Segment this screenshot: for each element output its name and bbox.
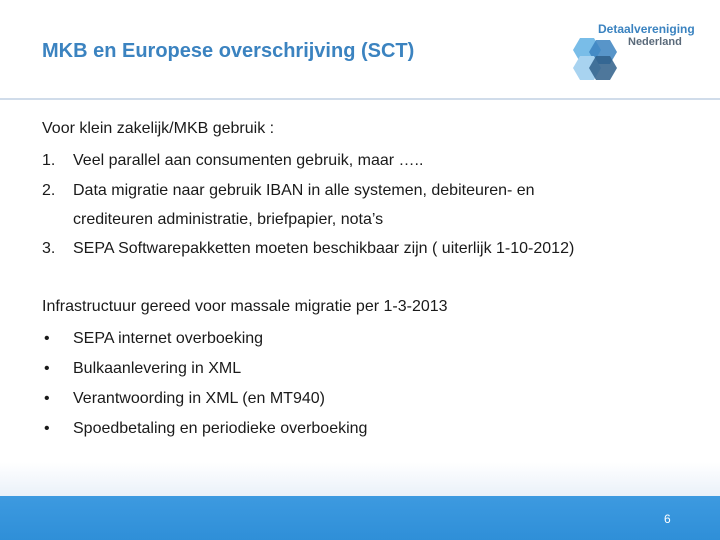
footer-bar	[0, 496, 720, 540]
bullet-text: Bulkaanlevering in XML	[73, 360, 242, 377]
list-item-number: 2.	[42, 182, 56, 199]
bullet-marker: •	[44, 330, 50, 347]
list-item-number: 1.	[42, 152, 56, 169]
list-item-text: SEPA Softwarepakketten moeten beschikbaar zijn ( uiterlijk 1-10-2012)	[73, 240, 575, 257]
logo-hexagon-icon	[566, 34, 626, 82]
list-item-text: Veel parallel aan consumenten gebruik, maar …..	[73, 152, 424, 169]
logo-text-line2: Nederland	[628, 36, 682, 48]
logo-text-line1: Detaalvereniging	[598, 22, 695, 36]
bullet-text: Verantwoording in XML (en MT940)	[73, 390, 325, 407]
bullet-marker: •	[44, 420, 50, 437]
page-number: 6	[664, 512, 671, 526]
list-item-number: 3.	[42, 240, 56, 257]
section1-intro: Voor klein zakelijk/MKB gebruik :	[42, 120, 275, 137]
list-item-text: Data migratie naar gebruik IBAN in alle systemen, debiteuren- en	[73, 182, 535, 199]
slide-title: MKB en Europese overschrijving (SCT)	[42, 40, 415, 62]
footer-gradient	[0, 462, 720, 496]
list-item-text: crediteuren administratie, briefpapier, nota’s	[73, 211, 384, 228]
bullet-text: SEPA internet overboeking	[73, 330, 264, 347]
bullet-marker: •	[44, 360, 50, 377]
section2-intro: Infrastructuur gereed voor massale migratie per 1-3-2013	[42, 298, 448, 315]
bullet-text: Spoedbetaling en periodieke overboeking	[73, 420, 368, 437]
bullet-marker: •	[44, 390, 50, 407]
header-divider	[0, 98, 720, 100]
logo	[566, 14, 714, 84]
